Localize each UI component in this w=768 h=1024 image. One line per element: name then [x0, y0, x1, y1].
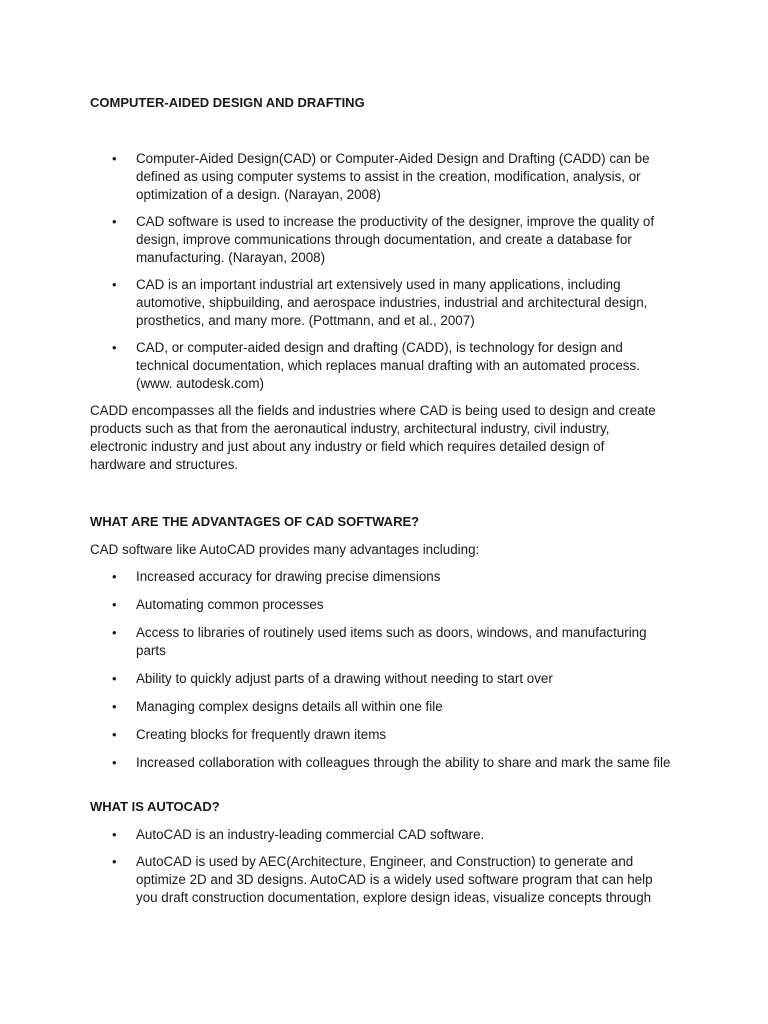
- list-item-text: CAD is an important industrial art extensively used in many applications, including automotive, shipbuilding, and aerospace industries, industrial and architectural design, prosthetics, and many more. (Pottmann, and et al., 2007): [136, 277, 648, 328]
- bullet-icon: •: [112, 854, 117, 869]
- list-item: [90, 624, 676, 660]
- bullet-icon: •: [112, 727, 117, 742]
- bullet-icon: •: [112, 671, 117, 686]
- bullet-icon: •: [112, 214, 117, 229]
- list-item-text: CAD, or computer-aided design and drafting (CADD), is technology for design and technical documentation, which replaces manual drafting with an automated process. (www. autodesk.com): [136, 340, 640, 391]
- list-item-text: Managing complex designs details all within one file: [136, 699, 443, 714]
- list-item: [90, 213, 676, 267]
- section-heading-cadd: COMPUTER-AIDED DESIGN AND DRAFTING: [90, 95, 365, 110]
- list-item: [90, 698, 676, 716]
- cadd-bullet-list: [90, 150, 690, 393]
- advantages-bullet-list: [90, 568, 690, 790]
- list-item-text: Creating blocks for frequently drawn items: [136, 727, 387, 742]
- list-item: [90, 754, 676, 790]
- bullet-icon: •: [112, 597, 117, 612]
- advantages-intro: CAD software like AutoCAD provides many advantages including:: [90, 542, 480, 557]
- list-item-text: Ability to quickly adjust parts of a drawing without needing to start over: [136, 671, 553, 686]
- section-heading-advantages: WHAT ARE THE ADVANTAGES OF CAD SOFTWARE?: [90, 514, 420, 529]
- bullet-icon: •: [112, 151, 117, 166]
- list-item-text: Computer-Aided Design(CAD) or Computer-Aided Design and Drafting (CADD) can be defined as using computer systems to assist in the creation, modification, analysis, or optimization of a design. (Narayan, 2008): [136, 151, 650, 202]
- list-item: [90, 726, 676, 744]
- bullet-icon: •: [112, 569, 117, 584]
- list-item: [90, 150, 676, 204]
- list-item-text: CAD software is used to increase the productivity of the designer, improve the quality of design, improve communications through documentation, and create a database for manufacturing. (Narayan, 2008): [136, 214, 655, 265]
- list-item-text: AutoCAD is used by AEC(Architecture, Engineer, and Construction) to generate and optimize 2D and 3D designs. AutoCAD is a widely used software program that can help you draft construction documentation, explore design ideas, visualize concepts through: [136, 854, 653, 905]
- bullet-icon: •: [112, 827, 117, 842]
- section-heading-autocad: WHAT IS AUTOCAD?: [90, 799, 220, 814]
- list-item-text: Increased accuracy for drawing precise dimensions: [136, 569, 441, 584]
- list-item-text: AutoCAD is an industry-leading commercial CAD software.: [136, 827, 485, 842]
- list-item: [90, 276, 676, 330]
- bullet-icon: •: [112, 625, 117, 640]
- bullet-icon: •: [112, 755, 117, 770]
- bullet-icon: •: [112, 277, 117, 292]
- cadd-paragraph: CADD encompasses all the fields and industries where CAD is being used to design and create products such as that from the aeronautical industry, architectural industry, civil industry, electronic industry and just about any industry or field which requires detailed design of hardware and structures.: [90, 403, 656, 472]
- list-item-text: Automating common processes: [136, 597, 324, 612]
- autocad-bullet-list: [90, 826, 690, 907]
- list-item: [90, 339, 676, 393]
- list-item: [90, 596, 676, 614]
- list-item: [90, 853, 676, 907]
- list-item-text: Access to libraries of routinely used items such as doors, windows, and manufacturing parts: [136, 625, 647, 658]
- list-item-text: Increased collaboration with colleagues through the ability to share and mark the same file: [136, 755, 671, 770]
- list-item: [90, 568, 676, 586]
- bullet-icon: •: [112, 340, 117, 355]
- list-item: [90, 826, 676, 844]
- bullet-icon: •: [112, 699, 117, 714]
- list-item: [90, 670, 676, 688]
